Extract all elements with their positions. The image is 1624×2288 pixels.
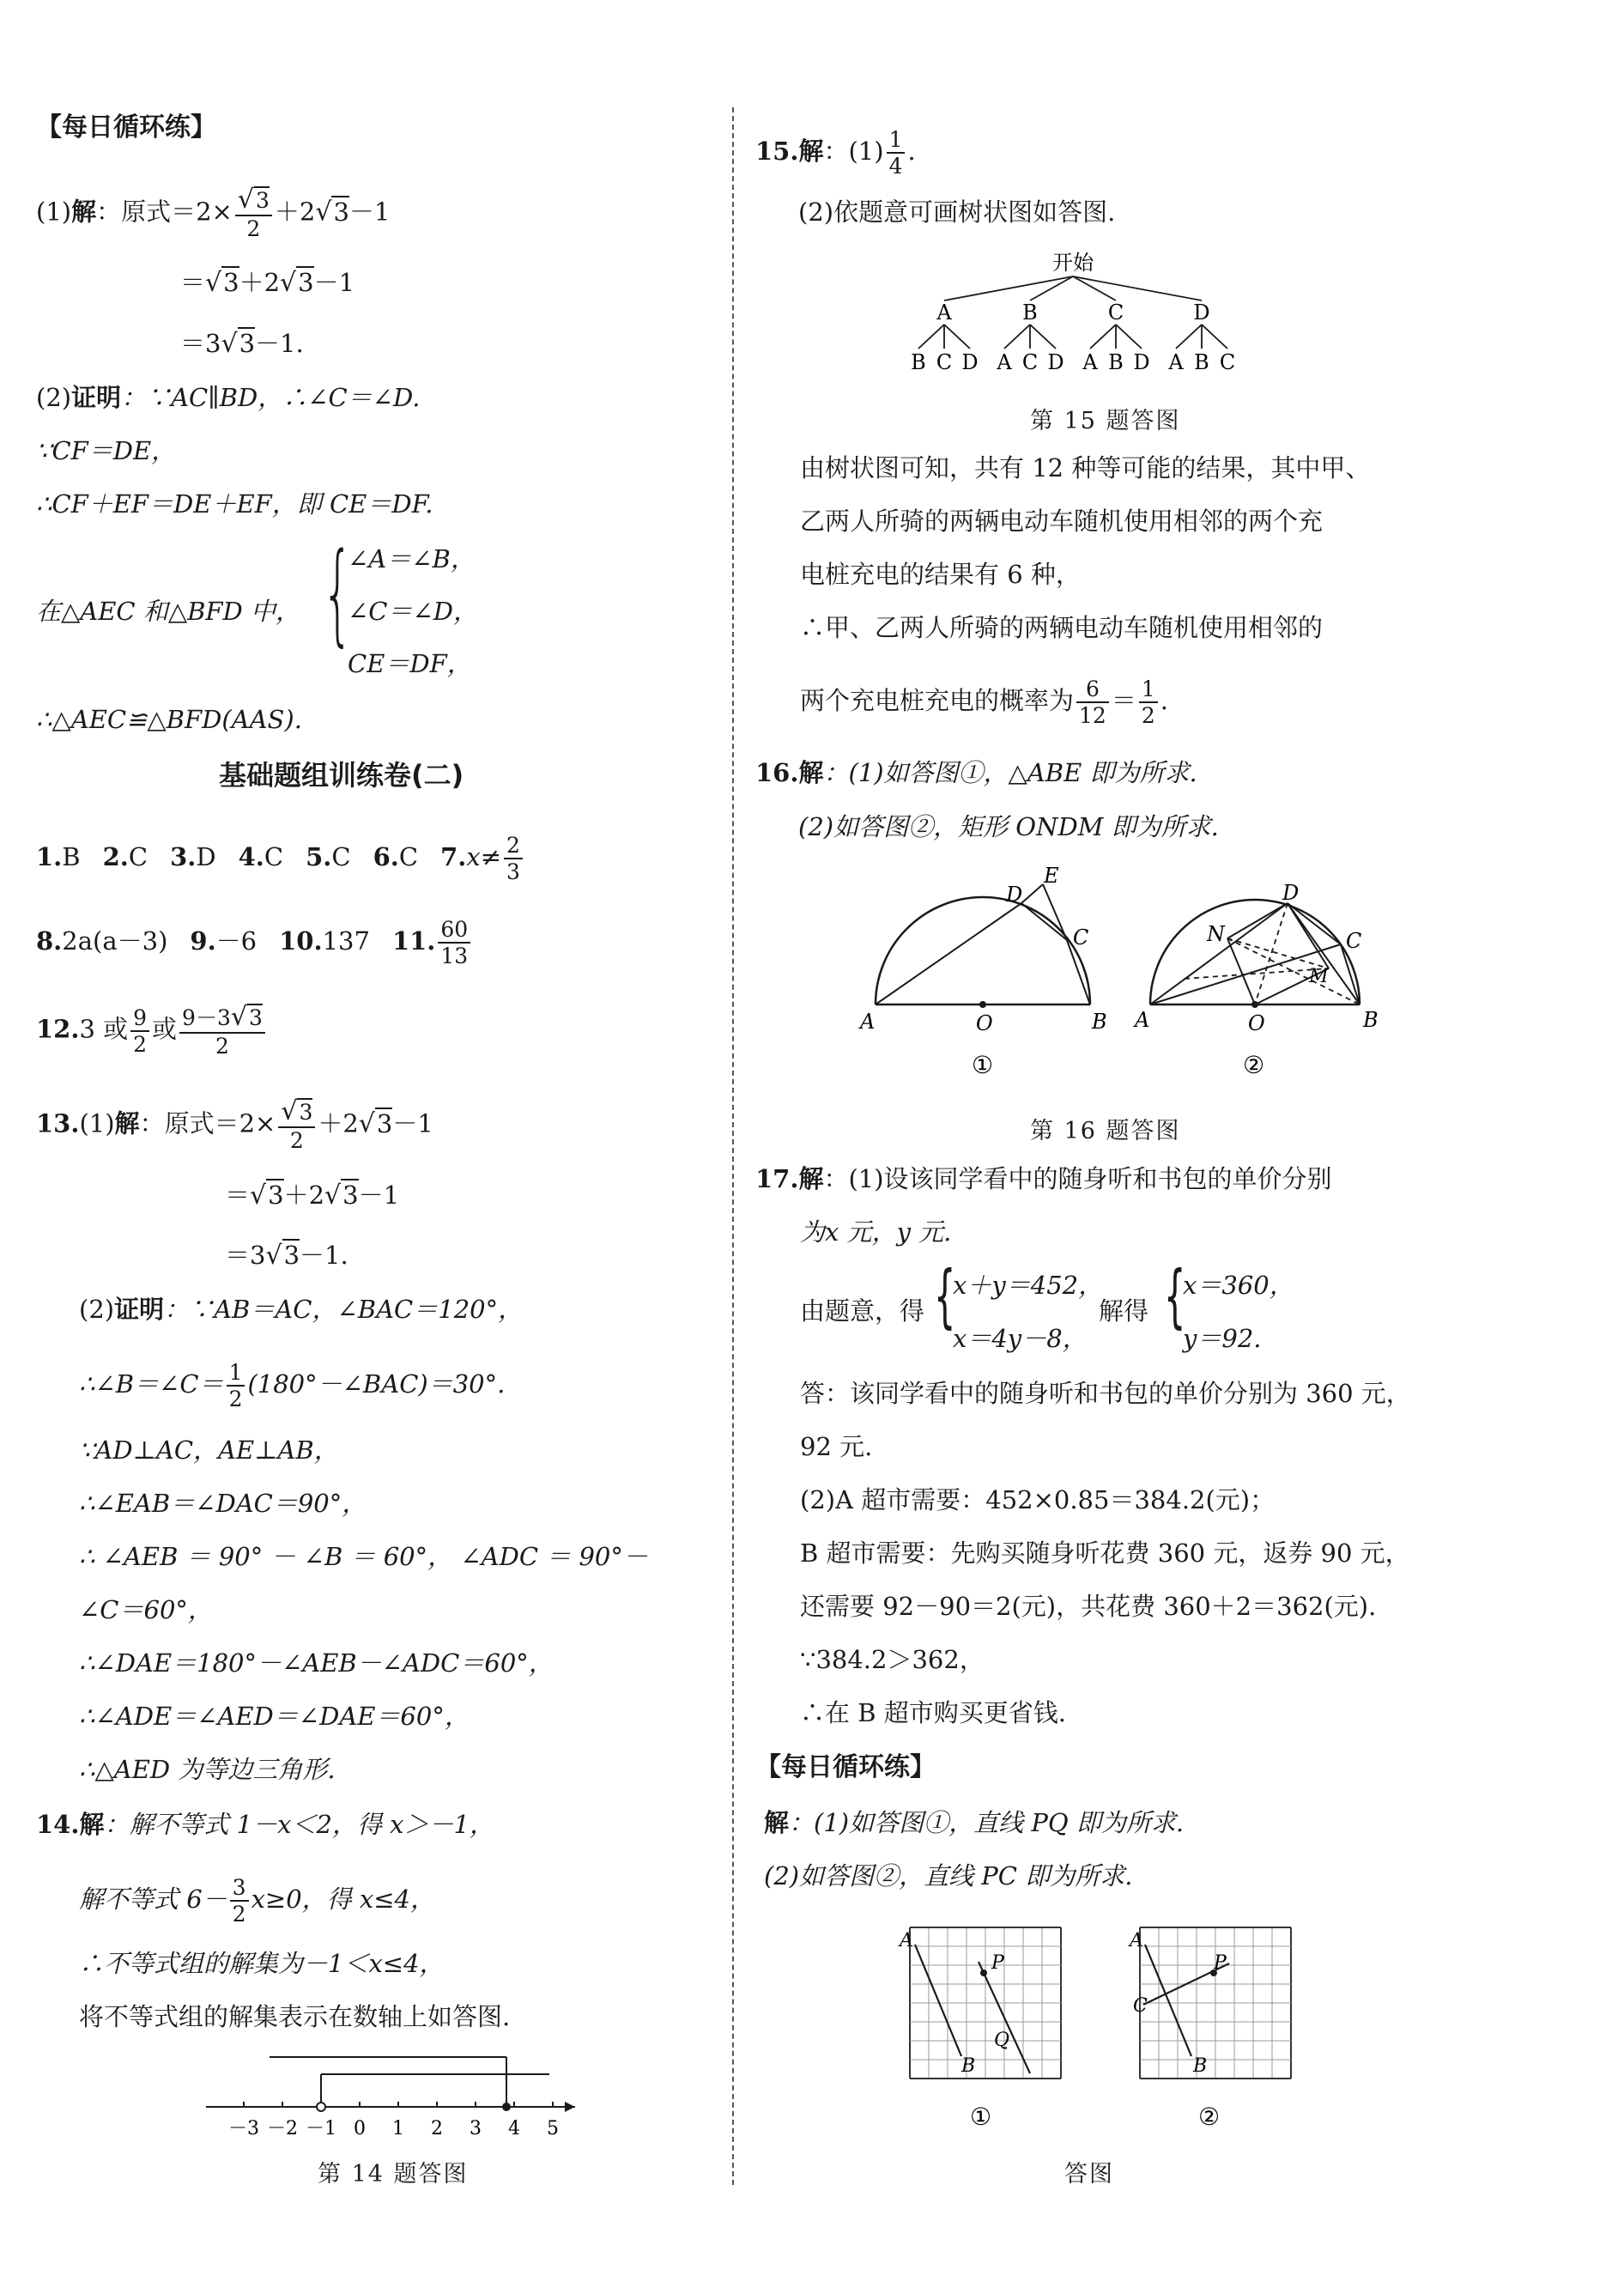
q13-part2-line4: ∴∠EAB＝∠DAC＝90°， xyxy=(79,1489,367,1518)
tree-root: 开始 xyxy=(1052,251,1094,275)
closed-point-4 xyxy=(502,2103,511,2111)
daily1-part2-line3: ∴CF＋EF＝DE＋EF，即 CE＝DF. xyxy=(36,489,433,519)
daily1-part2-line2: ∵CF＝DE， xyxy=(36,436,177,465)
semicircle-arc xyxy=(876,897,1090,1004)
answers-row-2: 8.2a(a－3) 9.－6 10.137 11. $\frac{60}{13}$ xyxy=(36,919,495,967)
q15-text1: 由树状图可知，共有 12 种等可能的结果，其中甲、 xyxy=(800,453,1371,482)
figure-mark-2: ② xyxy=(1198,2103,1221,2131)
q13-part1-line2: ＝√3＋2√3－1 xyxy=(225,1180,400,1211)
tree-branch xyxy=(1090,325,1116,349)
tick-label: 5 xyxy=(547,2118,559,2139)
tree-node-level2: B xyxy=(1194,350,1209,374)
label-O: O xyxy=(976,1011,993,1035)
system-brace: { xyxy=(322,530,354,658)
q14-line4: 将不等式组的解集表示在数轴上如答图. xyxy=(79,2002,511,2031)
tick-label: 2 xyxy=(431,2118,443,2139)
segment-AD xyxy=(1150,903,1288,1004)
q15-text2: 乙两人所骑的两辆电动车随机使用相邻的两个充 xyxy=(800,507,1324,536)
figure-mark-2: ② xyxy=(1243,1051,1265,1079)
segment-EC xyxy=(1043,884,1067,940)
tree-branch xyxy=(944,276,1073,300)
label-P: P xyxy=(1214,1952,1227,1974)
center-point xyxy=(979,1001,986,1008)
tick-label: 1 xyxy=(392,2118,404,2139)
solution-bracket-x-le-4 xyxy=(270,2057,506,2107)
tree-node-level2: D xyxy=(961,350,979,374)
q13-part2-line1: (2)证明：∵AB＝AC，∠BAC＝120°， xyxy=(79,1295,524,1324)
q17-eq1: x＋y＝452， xyxy=(953,1271,1104,1300)
q14-line2: 解不等式 6－ $\frac{3}{2}$ x≥0，得 x≤4， xyxy=(79,1875,436,1927)
figure-15-caption: 第 15 题答图 xyxy=(1030,408,1181,434)
tree-node-level2: B xyxy=(911,350,926,374)
system-eq2: ∠C＝∠D， xyxy=(348,597,479,626)
tree-node-level2: D xyxy=(1133,350,1150,374)
figure-16-1 xyxy=(858,859,1133,1082)
tree-node-level1: B xyxy=(1022,300,1038,325)
q15-line2: (2)依题意可画树状图如答图. xyxy=(798,197,1116,227)
tick-label: －1 xyxy=(306,2118,336,2139)
segment-DE xyxy=(1021,884,1043,903)
figure-16-2 xyxy=(1133,859,1408,1082)
label-B: B xyxy=(1193,2055,1208,2077)
q17-line9: ∵384.2＞362， xyxy=(800,1645,985,1674)
label-B: B xyxy=(1363,1008,1379,1032)
tree-node-level2: B xyxy=(1108,350,1124,374)
answer-12: 12.3 或 $\frac{9}{2}$ 或 $\frac{9-3√3}{2}$ xyxy=(36,1004,268,1057)
q17-line7: B 超市需要：先购买随身听花费 360 元，返券 90 元， xyxy=(800,1538,1410,1568)
dashed-helper xyxy=(1185,968,1329,979)
segment-DC xyxy=(1288,903,1341,944)
q13-part2-line3: ∵AD⊥AC，AE⊥AB， xyxy=(79,1435,339,1465)
segment-CB xyxy=(1341,944,1360,1004)
daily2-line1: 解：(1)如答图①，直线 PQ 即为所求. xyxy=(764,1808,1185,1837)
daily1-system-intro: 在△AEC 和△BFD 中， xyxy=(36,597,301,626)
segment-AD xyxy=(876,903,1021,1004)
tree-branch xyxy=(1202,325,1227,349)
daily1-part2-line1: (2)证明：∵AC∥BD，∴∠C＝∠D. xyxy=(36,383,421,412)
line-AB xyxy=(915,1945,961,2056)
tree-branch xyxy=(1030,325,1056,349)
label-C: C xyxy=(1073,926,1089,950)
q17-solve-label: 解得 xyxy=(1099,1296,1149,1326)
daily1-part1-line1: (1)解：原式＝2× $\frac{√3}{2}$ ＋2√3－1 xyxy=(36,185,391,241)
axis-arrow xyxy=(565,2102,575,2112)
q13-part2-line9: ∴△AED 为等边三角形. xyxy=(79,1755,336,1784)
label-C: C xyxy=(1346,929,1362,953)
center-point xyxy=(1251,1001,1258,1008)
q13-part2-line5: ∴ ∠AEB ＝ 90° － ∠B ＝ 60°， ∠ADC ＝ 90°－ xyxy=(79,1542,648,1571)
tree-node-level2: C xyxy=(1021,350,1039,374)
q17-line1: 17.解：(1)设该同学看中的随身听和书包的单价分别 xyxy=(755,1164,1332,1193)
label-A: A xyxy=(1135,1008,1150,1032)
daily-practice-header: 【每日循环练】 xyxy=(36,112,216,143)
answer-figure-caption: 答图 xyxy=(1064,2161,1114,2188)
q13-part2-line7: ∴∠DAE＝180°－∠AEB－∠ADC＝60°， xyxy=(79,1648,554,1678)
tree-node-level2: C xyxy=(1219,350,1236,374)
q17-eq2: x＝4y－8， xyxy=(953,1324,1088,1353)
tree-branch xyxy=(1116,325,1142,349)
point-P xyxy=(980,1969,987,1976)
tree-diagram xyxy=(901,247,1245,385)
system-eq3: CE＝DF， xyxy=(348,649,472,678)
segment-DC xyxy=(1021,903,1067,940)
label-E: E xyxy=(1044,864,1059,888)
daily1-part1-line3: ＝3√3－1. xyxy=(180,329,304,359)
q16-line1: 16.解：(1)如答图①，△ABE 即为所求. xyxy=(755,758,1197,787)
tick-label: 3 xyxy=(470,2118,482,2139)
figure-mark-1: ① xyxy=(972,1051,994,1079)
tree-node-level2: A xyxy=(997,350,1012,374)
tree-node-level1: A xyxy=(936,300,952,325)
column-divider xyxy=(732,107,734,2185)
q13-part1-line3: ＝3√3－1. xyxy=(225,1241,348,1271)
label-B: B xyxy=(961,2055,976,2077)
label-A: A xyxy=(860,1010,876,1034)
q17-sol2: y＝92. xyxy=(1183,1324,1262,1353)
tick-label: 0 xyxy=(354,2118,366,2139)
tree-node-level2: A xyxy=(1082,350,1098,374)
label-P: P xyxy=(991,1952,1004,1974)
q17-line5: 92 元. xyxy=(800,1432,873,1461)
label-A: A xyxy=(1130,1930,1143,1951)
system-eq1: ∠A＝∠B， xyxy=(348,544,476,574)
q15-text3: 电桩充电的结果有 6 种， xyxy=(800,560,1081,589)
segment-CB xyxy=(1067,940,1090,1004)
label-M: M xyxy=(1309,966,1329,987)
section-title: 基础题组训练卷(二) xyxy=(219,759,464,792)
label-D: D xyxy=(1282,881,1300,905)
q15-text5: 两个充电桩充电的概率为 $\frac{6}{12}$ ＝ $\frac{1}{2}$ . xyxy=(800,677,1168,728)
label-O: O xyxy=(1248,1011,1265,1035)
label-N: N xyxy=(1207,922,1225,946)
q14-line1: 14.解：解不等式 1－x＜2，得 x＞－1， xyxy=(36,1810,494,1839)
q16-line2: (2)如答图②，矩形 ONDM 即为所求. xyxy=(798,812,1219,841)
q17-line4: 答：该同学看中的随身听和书包的单价分别为 360 元， xyxy=(800,1379,1411,1408)
tree-node-level2: A xyxy=(1168,350,1184,374)
daily1-part1-line2: ＝√3＋2√3－1 xyxy=(180,268,355,298)
answers-row-1: 1.B 2.C 3.D 4.C 5.C 6.C 7.x≠ $\frac{2}{3}$ xyxy=(36,834,548,883)
q13-part2-line8: ∴∠ADE＝∠AED＝∠DAE＝60°， xyxy=(79,1702,470,1731)
tick-label: 4 xyxy=(508,2118,520,2139)
q14-line3: ∴不等式组的解集为－1＜x≤4， xyxy=(79,1949,445,1978)
equation-brace: { xyxy=(934,1256,956,1336)
label-B: B xyxy=(1092,1010,1107,1034)
label-D: D xyxy=(1006,883,1023,907)
q13-part2-line6: ∠C＝60°， xyxy=(79,1595,213,1624)
figure-mark-1: ① xyxy=(970,2103,992,2131)
label-C: C xyxy=(1133,1995,1148,2017)
dashed-DO xyxy=(1255,903,1288,1004)
figure-14-caption: 第 14 题答图 xyxy=(318,2161,469,2188)
daily2-line2: (2)如答图②，直线 PC 即为所求. xyxy=(764,1861,1133,1890)
label-Q: Q xyxy=(994,2030,1010,2051)
tree-node-level1: C xyxy=(1107,300,1124,325)
open-point-minus1 xyxy=(317,2103,325,2111)
tick-label: －3 xyxy=(228,2118,259,2139)
tree-branch xyxy=(944,325,970,349)
tree-node-level2: C xyxy=(936,350,953,374)
tick-label: －2 xyxy=(267,2118,298,2139)
tree-branch xyxy=(1073,276,1202,300)
figure-16-caption: 第 16 题答图 xyxy=(1030,1118,1181,1144)
tree-branch xyxy=(918,325,944,349)
q17-sol1: x＝360， xyxy=(1183,1271,1294,1300)
grid-figure-1 xyxy=(893,1910,1082,2133)
tree-node-level1: D xyxy=(1193,300,1210,325)
label-A: A xyxy=(900,1930,913,1951)
q13-part2-line2: ∴∠B＝∠C＝ $\frac{1}{2}$ (180°－∠BAC)＝30°. xyxy=(79,1360,506,1411)
solution-brace: { xyxy=(1164,1256,1186,1336)
tree-branch xyxy=(1176,325,1202,349)
daily-practice-header-2: 【每日循环练】 xyxy=(755,1752,936,1782)
dashed-NB xyxy=(1227,938,1360,1004)
q17-line2: 为x 元，y 元. xyxy=(800,1217,952,1247)
tree-branch xyxy=(1004,325,1030,349)
q17-line6: (2)A 超市需要：452×0.85＝384.2(元)； xyxy=(800,1485,1276,1514)
segment-DB xyxy=(1288,903,1360,1004)
tree-node-level2: D xyxy=(1047,350,1064,374)
number-line-figure xyxy=(197,2050,592,2145)
q17-line10: ∴在 B 超市购买更省钱. xyxy=(800,1698,1066,1727)
daily1-conclusion: ∴△AEC≌△BFD(AAS). xyxy=(36,705,302,734)
q15-line1: 15.解：(1) $\frac{1}{4}$ . xyxy=(755,127,916,179)
segment-ON xyxy=(1227,938,1255,1004)
q13-part1-line1: 13.(1)解：原式＝2× $\frac{√3}{2}$ ＋2√3－1 xyxy=(36,1096,433,1153)
solution-bracket-x-gt-minus1 xyxy=(321,2074,549,2107)
q15-text4: ∴甲、乙两人所骑的两辆电动车随机使用相邻的 xyxy=(800,613,1324,642)
grid-figure-2 xyxy=(1123,1910,1312,2133)
q17-line8: 还需要 92－90＝2(元)，共花费 360＋2＝362(元). xyxy=(800,1592,1377,1621)
q17-line3-intro: 由题意，得 xyxy=(800,1296,925,1326)
